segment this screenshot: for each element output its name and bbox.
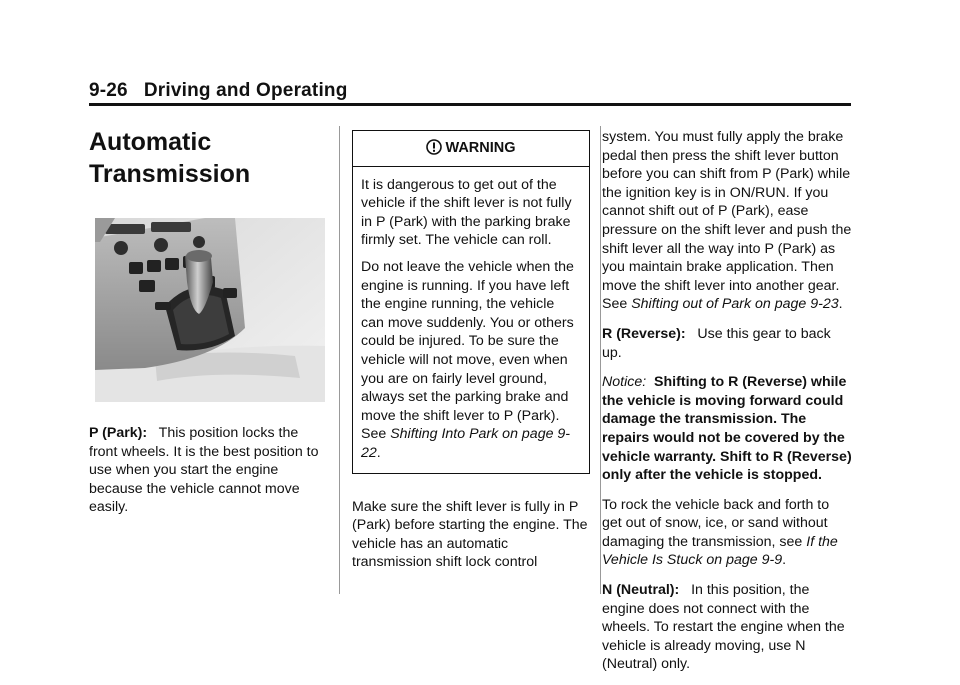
warning-box xyxy=(352,130,590,474)
shift-out-of-park-paragraph xyxy=(602,128,852,314)
shift-intro-period: . xyxy=(838,296,843,313)
page-title: Automatic Transmission xyxy=(89,128,251,188)
shift-intro-text: Make sure the shift lever is fully in P (Park) before starting the engine. The vehicle has an automatic transmission shift lock control xyxy=(352,498,588,571)
warning-icon xyxy=(426,139,442,155)
reverse-paragraph xyxy=(602,325,852,362)
shifting-into-park-link[interactable]: Shifting Into Park on page 9-22 xyxy=(361,426,571,461)
section-title: Driving and Operating xyxy=(143,80,348,101)
warning-period: . xyxy=(376,444,381,461)
park-text: This position locks the front wheels. It is the best position to use when you start the engine because the vehicle cannot move easily. xyxy=(89,425,319,516)
notice-paragraph xyxy=(602,373,852,485)
neutral-paragraph xyxy=(602,581,852,674)
header-rule xyxy=(89,103,851,106)
page-number: 9-26 xyxy=(89,80,128,101)
shift-intro-text-continued: system. You must fully apply the brake pedal then press the shift lever button before you can shift from P (Park) while the ignition key is in ON/RUN. If you cannot shift out of P (Park), ease pressure on the shift lever and push the shift lever all the way into P (Park) as you maintain brake application. Then move the shift lever into another gear. See xyxy=(602,129,852,313)
neutral-label: N (Neutral): xyxy=(602,582,680,599)
warning-header xyxy=(353,131,589,167)
rock-text: To rock the vehicle back and forth to get out of snow, ice, or sand without damaging the transmission, see xyxy=(602,496,830,550)
warning-paragraph-2-text: Do not leave the vehicle when the engine is running. If you have left the engine running, the vehicle can move suddenly. You or others could be injured. To be sure the vehicle will not move, even when you are on fairly level ground, always set the parking brake and move the shift lever to P (Park). See xyxy=(361,258,574,443)
warning-paragraph-2 xyxy=(353,258,589,463)
column-divider-right xyxy=(600,126,601,594)
park-label: P (Park): xyxy=(89,425,148,441)
vehicle-stuck-link[interactable]: If the Vehicle Is Stuck on page 9-9 xyxy=(602,533,838,569)
park-paragraph xyxy=(89,424,329,517)
column-1 xyxy=(89,126,329,528)
shift-lever-console-image xyxy=(95,218,325,402)
warning-heading: WARNING xyxy=(445,140,516,156)
notice-label: Notice: xyxy=(602,374,647,391)
rock-period: . xyxy=(782,552,787,569)
column-3 xyxy=(602,128,852,685)
notice-text: Shifting to R (Reverse) while the vehicle is moving forward could damage the transmission. The repairs would not be covered by the vehicle warranty. Shift to R (Reverse) only after the vehicle is stopped. xyxy=(602,374,852,484)
shift-intro-paragraph xyxy=(352,498,590,572)
reverse-text: Use this gear to back up. xyxy=(602,325,831,361)
neutral-text: In this position, the engine does not connect with the wheels. To restart the engine when the vehicle is already moving, use N (Neutral) only. xyxy=(602,582,845,673)
page-header xyxy=(89,80,348,102)
reverse-label: R (Reverse): xyxy=(602,325,686,342)
warning-paragraph-1: It is dangerous to get out of the vehicle if the shift lever is not fully in P (Park) with the parking brake firmly set. The vehicle can roll. xyxy=(361,176,572,249)
column-divider-left xyxy=(339,126,340,594)
shifting-out-of-park-link[interactable]: Shifting out of Park on page 9-23 xyxy=(631,296,839,313)
rock-paragraph xyxy=(602,496,852,570)
column-2 xyxy=(352,130,590,583)
